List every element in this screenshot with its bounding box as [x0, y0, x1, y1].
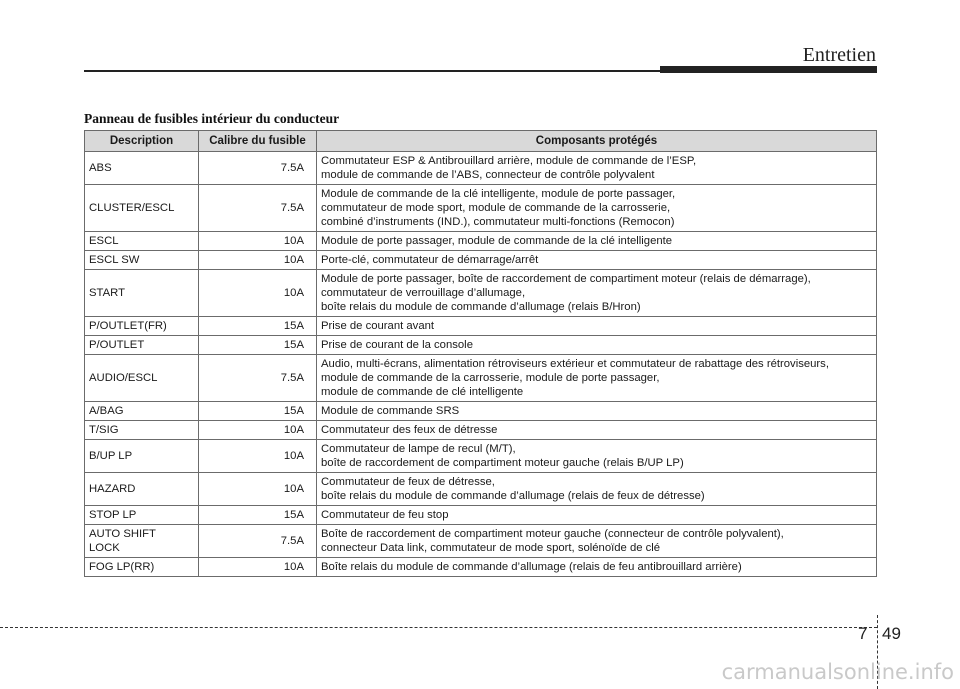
description-line: ESCL SW — [89, 254, 140, 266]
components-line: Module de porte passager, boîte de raccordement de compartiment moteur (relais de démarrage), — [321, 273, 811, 285]
components-line: module de commande de clé intelligente — [321, 386, 524, 398]
description-line: CLUSTER/ESCL — [89, 202, 175, 214]
header-rule-thick — [660, 66, 877, 73]
description-line: LOCK — [89, 542, 120, 554]
components-line: commutateur de verrouillage d’allumage, — [321, 287, 526, 299]
components-line: boîte relais du module de commande d’allumage (relais de feux de détresse) — [321, 490, 705, 502]
cell-description — [85, 317, 199, 336]
footer-dashed-rule — [0, 627, 877, 628]
cell-rating: 15A — [199, 317, 317, 336]
cell-description — [85, 185, 199, 232]
cell-components — [317, 402, 877, 421]
components-line: Module de commande de la clé intelligente, module de porte passager, — [321, 188, 676, 200]
cell-components — [317, 336, 877, 355]
table-row — [85, 152, 877, 185]
components-line: Commutateur des feux de détresse — [321, 424, 498, 436]
cell-description — [85, 152, 199, 185]
table-header-row — [85, 131, 877, 152]
components-line: Audio, multi-écrans, alimentation rétroviseurs extérieur et commutateur de rabattage des rétroviseurs, — [321, 358, 829, 370]
cell-description — [85, 421, 199, 440]
header-components: Composants protégés — [317, 131, 877, 152]
header-rating: Calibre du fusible — [199, 131, 317, 152]
header-rule-thin — [84, 70, 660, 72]
cell-description — [85, 440, 199, 473]
components-line: Commutateur ESP & Antibrouillard arrière, module de commande de l’ESP, — [321, 155, 697, 167]
chapter-number: 7 — [858, 624, 868, 643]
table-row — [85, 185, 877, 232]
cell-description — [85, 558, 199, 577]
cell-rating: 10A — [199, 251, 317, 270]
cell-description — [85, 473, 199, 506]
cell-description — [85, 270, 199, 317]
cell-description — [85, 232, 199, 251]
table-row — [85, 558, 877, 577]
components-line: module de commande de la carrosserie, module de porte passager, — [321, 372, 660, 384]
components-line: Boîte de raccordement de compartiment moteur gauche (connecteur de contrôle polyvalent), — [321, 528, 784, 540]
table-row — [85, 402, 877, 421]
description-line: START — [89, 287, 125, 299]
components-line: connecteur Data link, commutateur de mode sport, solénoïde de clé — [321, 542, 661, 554]
components-line: Module de porte passager, module de commande de la clé intelligente — [321, 235, 673, 247]
cell-description — [85, 355, 199, 402]
components-line: Prise de courant avant — [321, 320, 435, 332]
components-line: Porte-clé, commutateur de démarrage/arrêt — [321, 254, 539, 266]
description-line: FOG LP(RR) — [89, 561, 155, 573]
components-line: boîte relais du module de commande d’allumage (relais B/Hron) — [321, 301, 641, 313]
description-line: T/SIG — [89, 424, 119, 436]
components-line: Commutateur de feux de détresse, — [321, 476, 495, 488]
components-line: Commutateur de lampe de recul (M/T), — [321, 443, 516, 455]
section-title: Panneau de fusibles intérieur du conducteur — [84, 111, 340, 126]
table-row — [85, 251, 877, 270]
header-description: Description — [85, 131, 199, 152]
description-line: ABS — [89, 162, 112, 174]
components-line: boîte de raccordement de compartiment moteur gauche (relais B/UP LP) — [321, 457, 684, 469]
cell-description — [85, 525, 199, 558]
cell-rating: 15A — [199, 506, 317, 525]
cell-components — [317, 506, 877, 525]
table-row — [85, 336, 877, 355]
table-row — [85, 440, 877, 473]
components-line: Commutateur de feu stop — [321, 509, 449, 521]
cell-description — [85, 402, 199, 421]
cell-components — [317, 251, 877, 270]
watermark: carmanualsonline.info — [721, 660, 954, 684]
components-line: Module de commande SRS — [321, 405, 460, 417]
table-row — [85, 232, 877, 251]
cell-description — [85, 506, 199, 525]
cell-rating: 10A — [199, 270, 317, 317]
components-line: commutateur de mode sport, module de commande de la carrosserie, — [321, 202, 671, 214]
table-row — [85, 270, 877, 317]
description-line: B/UP LP — [89, 450, 133, 462]
description-line: ESCL — [89, 235, 119, 247]
page-number: 49 — [882, 624, 901, 643]
table-row — [85, 317, 877, 336]
cell-rating: 10A — [199, 232, 317, 251]
cell-rating: 10A — [199, 473, 317, 506]
table-row — [85, 355, 877, 402]
description-line: HAZARD — [89, 483, 136, 495]
table-row — [85, 421, 877, 440]
cell-components — [317, 270, 877, 317]
cell-description — [85, 336, 199, 355]
table-row — [85, 473, 877, 506]
components-line: combiné d’instruments (IND.), commutateur multi-fonctions (Remocon) — [321, 216, 675, 228]
cell-components — [317, 152, 877, 185]
cell-rating: 7.5A — [199, 525, 317, 558]
description-line: AUTO SHIFT — [89, 528, 156, 540]
components-line: Prise de courant de la console — [321, 339, 473, 351]
cell-rating: 15A — [199, 336, 317, 355]
description-line: P/OUTLET(FR) — [89, 320, 167, 332]
cell-components — [317, 421, 877, 440]
fuse-table — [84, 130, 877, 577]
table-row — [85, 506, 877, 525]
cell-rating: 7.5A — [199, 355, 317, 402]
table-row — [85, 525, 877, 558]
table-body — [85, 152, 877, 577]
cell-rating: 15A — [199, 402, 317, 421]
description-line: A/BAG — [89, 405, 124, 417]
cell-components — [317, 473, 877, 506]
cell-components — [317, 558, 877, 577]
cell-components — [317, 317, 877, 336]
description-line: AUDIO/ESCL — [89, 372, 158, 384]
cell-components — [317, 525, 877, 558]
cell-rating: 10A — [199, 440, 317, 473]
cell-rating: 10A — [199, 558, 317, 577]
chapter-title: Entretien — [802, 44, 876, 66]
cell-components — [317, 232, 877, 251]
cell-rating: 7.5A — [199, 152, 317, 185]
components-line: module de commande de l’ABS, connecteur de contrôle polyvalent — [321, 169, 655, 181]
components-line: Boîte relais du module de commande d’allumage (relais de feu antibrouillard arrière) — [321, 561, 742, 573]
description-line: P/OUTLET — [89, 339, 145, 351]
cell-components — [317, 355, 877, 402]
cell-rating: 10A — [199, 421, 317, 440]
cell-description — [85, 251, 199, 270]
cell-components — [317, 185, 877, 232]
description-line: STOP LP — [89, 509, 137, 521]
cell-components — [317, 440, 877, 473]
cell-rating: 7.5A — [199, 185, 317, 232]
